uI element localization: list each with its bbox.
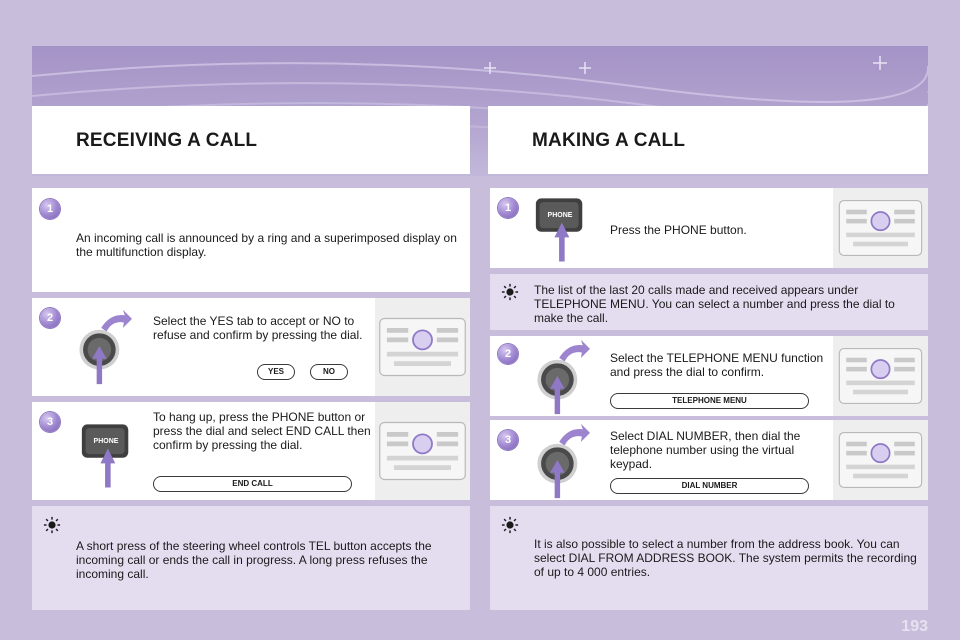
- yes-tab[interactable]: YES: [257, 364, 295, 380]
- making-step-3: [490, 420, 928, 500]
- step-text: Press the PHONE button.: [610, 223, 747, 237]
- radio-icon: [833, 188, 928, 268]
- receiving-title: RECEIVING A CALL: [76, 130, 258, 151]
- radio-icon: [833, 336, 928, 416]
- step-text: Select the TELEPHONE MENU function and press the dial to confirm.: [610, 351, 824, 379]
- no-tab[interactable]: NO: [310, 364, 348, 380]
- tip-icon: [501, 516, 519, 534]
- radio-panel-image: [375, 298, 470, 396]
- radio-icon: [833, 420, 928, 500]
- step-text: Select DIAL NUMBER, then dial the telephone number using the virtual keypad.: [610, 429, 801, 471]
- end-call-tab[interactable]: END CALL: [153, 476, 352, 492]
- radio-panel-image: [833, 336, 928, 416]
- step-text: An incoming call is announced by a ring and a superimposed display on the multifunction display.: [76, 231, 457, 259]
- tip-icon: [501, 283, 519, 301]
- radio-icon: [375, 298, 470, 396]
- phone-button-label: PHONE: [93, 438, 119, 445]
- making-info: [490, 274, 928, 330]
- making-title: MAKING A CALL: [532, 130, 686, 151]
- step-number-badge: 1: [498, 198, 518, 218]
- receiving-tip: [32, 506, 470, 610]
- tip-text: It is also possible to select a number from the address book. You can select DIAL FROM ADDRESS BOOK. The system permits the recording of up to 4 000 entries.: [534, 537, 917, 579]
- radio-panel-image: [375, 402, 470, 500]
- radio-panel-image: [833, 420, 928, 500]
- receiving-title-panel: [32, 106, 470, 174]
- step-number-badge: 3: [498, 430, 518, 450]
- tip-icon: [43, 516, 61, 534]
- making-step-2: [490, 336, 928, 416]
- receiving-step-3: [32, 402, 470, 500]
- info-text: The list of the last 20 calls made and received appears under TELEPHONE MENU. You can select a number and press the dial to make the call.: [534, 283, 895, 325]
- making-step-1: [490, 188, 928, 268]
- step-number-badge: 2: [498, 344, 518, 364]
- page-number: 193: [901, 618, 928, 635]
- step-text: Select the YES tab to accept or NO to refuse and confirm by pressing the dial.: [153, 314, 363, 342]
- making-tip: [490, 506, 928, 610]
- receiving-step-2: [32, 298, 470, 396]
- radio-panel-image: [833, 188, 928, 268]
- step-text: To hang up, press the PHONE button or press the dial and select END CALL then confirm by pressing the dial.: [153, 410, 371, 452]
- receiving-step-1: [32, 188, 470, 292]
- dial-number-tab[interactable]: DIAL NUMBER: [610, 478, 809, 494]
- phone-button-icon: [534, 196, 586, 262]
- telephone-menu-tab[interactable]: TELEPHONE MENU: [610, 393, 809, 409]
- tip-text: A short press of the steering wheel controls TEL button accepts the incoming call or ends the call in progress. A long press refuses the incoming call.: [76, 539, 432, 581]
- phone-button-label: PHONE: [547, 212, 573, 219]
- phone-button-icon: [80, 422, 132, 488]
- radio-icon: [375, 402, 470, 500]
- dial-icon: [532, 336, 590, 416]
- step-number-badge: 1: [40, 199, 60, 219]
- step-number-badge: 3: [40, 412, 60, 432]
- step-number-badge: 2: [40, 308, 60, 328]
- dial-icon: [74, 306, 132, 386]
- making-title-panel: [488, 106, 928, 174]
- dial-icon: [532, 420, 590, 500]
